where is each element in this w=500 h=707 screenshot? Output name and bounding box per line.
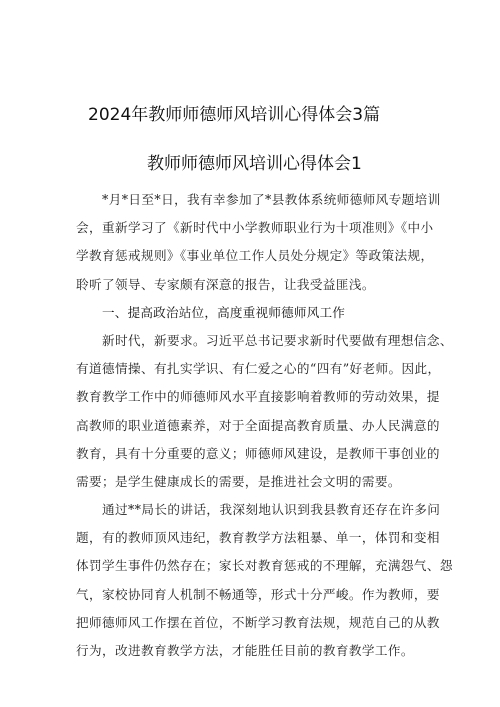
document-body — [76, 186, 453, 665]
paragraph-line: 题，有的教师顶风违纪，教育教学方法粗暴、单一，体罚和变相 — [76, 530, 440, 546]
paragraph-line: 学教育惩戒规则》《事业单位工作人员处分规定》等政策法规， — [76, 248, 434, 264]
paragraph-line: 高教师的职业道德素养，对于全面提高教育质量、办人民满意的 — [76, 417, 440, 433]
section-title: 教师师德师风培训心得体会1 — [147, 154, 362, 174]
paragraph-line: 教育，具有十分重要的意义；师德师风建设，是教师干事创业的 — [76, 445, 440, 461]
paragraph-line: 把师德师风工作摆在首位，不断学习教育法规，规范自己的从教 — [76, 614, 440, 630]
paragraph-line: 通过**局长的讲话，我深刻地认识到我县教育还存在许多问 — [102, 502, 441, 518]
paragraph-line: 教育教学工作中的师德师风水平直接影响着教师的劳动效果，提 — [76, 389, 440, 405]
paragraph-line: 有道德情操、有扎实学识、有仁爱之心的“四有”好老师。因此， — [76, 361, 441, 377]
paragraph-line: 体罚学生事件仍然存在；家长对教育惩戒的不理解，充满怨气、怨 — [76, 558, 453, 574]
paragraph-line: 聆听了领导、专家颇有深意的报告，让我受益匪浅。 — [76, 276, 375, 292]
paragraph-line: *月*日至*日，我有幸参加了*县教体系统师德师风专题培训 — [102, 192, 441, 207]
paragraph-line: 行为，改进教育教学方法，才能胜任目前的教育教学工作。 — [76, 643, 414, 658]
paragraph-line: 气，家校协同育人机制不畅通等，形式十分严峻。作为教师，要 — [76, 586, 440, 602]
paragraph-line: 新时代，新要求。习近平总书记要求新时代要做有理想信念、 — [102, 332, 453, 348]
paragraph-line: 需要；是学生健康成长的需要，是推进社会文明的需要。 — [76, 473, 401, 489]
subsection-heading: 一、提高政治站位，高度重视师德师风工作 — [102, 304, 346, 320]
paragraph-line: 会，重新学习了《新时代中小学教师职业行为十项准则》《中小 — [76, 220, 434, 236]
document-title: 2024年教师师德师风培训心得体会3篇 — [88, 105, 381, 125]
